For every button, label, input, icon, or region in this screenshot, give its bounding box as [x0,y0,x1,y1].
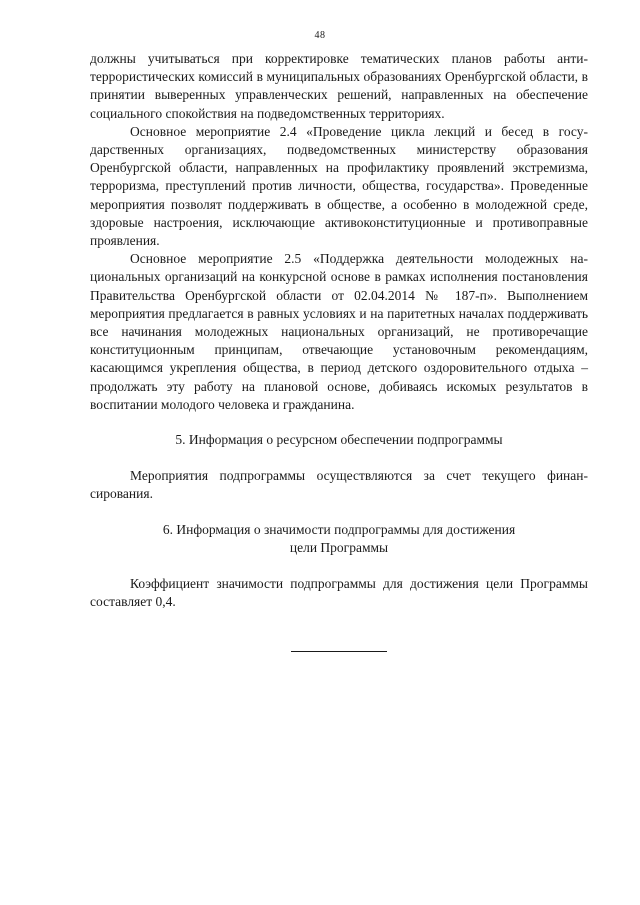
section-6-heading-line-2: цели Программы [289,539,389,555]
paragraph-measure-2-4: Основное мероприятие 2.4 «Проведение цикла лекций и бесед в государственных организациях, подведомственных министерству образования Оренбургской области, направленных на профилактику проявлений экстремизма, терроризма, преступлений против личности, общества, государства». Проведенные мероприятия позволят поддерживать в обществе, а особенно в молодежной среде, здоровые настроения, исключающие активоконституционные и противоправные проявления. [90,123,588,249]
section-5-text: Мероприятия подпрограммы осуществляются за счет текущего финансирования. [90,468,588,502]
end-of-document-rule [291,651,387,652]
section-6-text: Коэффициент значимости подпрограммы для достижения цели Программы составляет 0,4. [90,576,588,610]
section-6-heading [90,521,588,557]
document-body [90,50,588,652]
section-5-heading: 5. Информация о ресурсном обеспечении подпрограммы [175,432,503,448]
paragraph-measure-2-5: Основное мероприятие 2.5 «Поддержка деятельности молодежных национальных организаций на конкурсной основе в рамках исполнения постановления Правительства Оренбургской области от 02.04.2014 № 187-п». Выполнением мероприятия предлагается в равных условиях и на паритетных началах поддерживать все начинания молодежных национальных организаций, не противоречащие конституционным принципам, отвечающие установочным рекомендациям, касающимся укрепления общества, в период детского оздоровительного отдыха – продолжать эту работу на плановой основе, добиваясь искомых результатов в воспитании молодого человека и гражданина. [90,251,588,412]
paragraph-continuation: должны учитываться при корректировке тематических планов работы антитеррористических комиссий в муниципальных образованиях Оренбургской области, в принятии выверенных управленческих решений, направленных на обеспечение социального спокойствия на подведомственных территориях. [90,51,588,121]
section-6-heading-line-1: 6. Информация о значимости подпрограммы для достижения [162,521,516,537]
page-number: 48 [314,30,326,41]
